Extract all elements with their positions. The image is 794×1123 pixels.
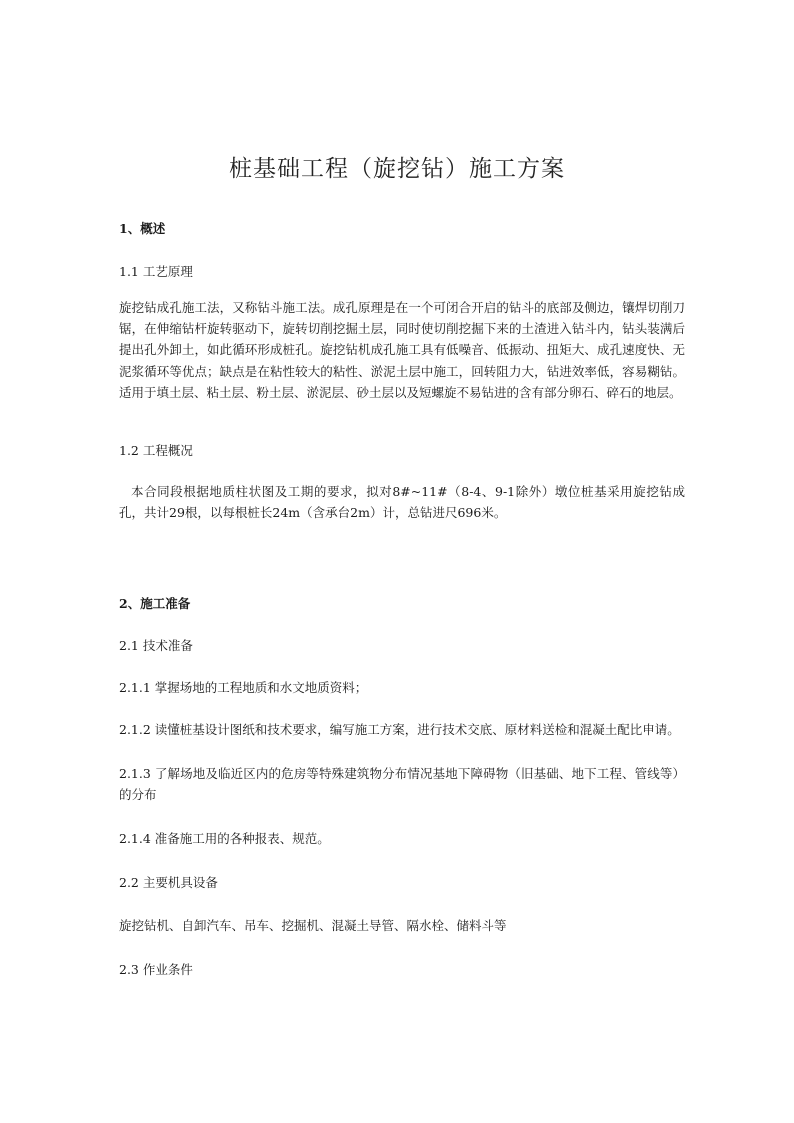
section-2-2-text: 旋挖钻机、自卸汽车、吊车、挖掘机、混凝土导管、隔水栓、储料斗等: [119, 918, 507, 933]
section-2-3-heading: 2.3 作业条件: [119, 962, 193, 977]
section-1-heading: 1、概述: [119, 221, 166, 236]
section-2-1-2-item: 2.1.2 读懂桩基设计图纸和技术要求，编写施工方案，进行技术交底、原材料送检和混凝土配比申请。: [119, 722, 680, 737]
section-2-1-1-item: 2.1.1 掌握场地的工程地质和水文地质资料；: [119, 680, 368, 695]
section-2-1-heading: 2.1 技术准备: [119, 638, 193, 653]
section-2-2-heading: 2.2 主要机具设备: [119, 875, 218, 890]
document-title: 桩基础工程（旋挖钻）施工方案: [229, 156, 565, 182]
section-1-2-heading: 1.2 工程概况: [119, 443, 193, 458]
section-1-2-paragraph: 本合同段根据地质柱状图及工期的要求，拟对8#~11#（8-4、9-1除外）墩位桩基采用旋挖钻成孔，共计29根，以每根桩长24m（含承台2m）计，总钻进尺696米。: [119, 484, 685, 521]
section-1-1-heading: 1.1 工艺原理: [119, 264, 193, 279]
section-2-heading: 2、施工准备: [119, 596, 191, 611]
section-1-1-paragraph: 旋挖钻成孔施工法，又称钻斗施工法。成孔原理是在一个可闭合开启的钻斗的底部及侧边，镶焊切削刀锯，在伸缩钻杆旋转驱动下，旋转切削挖掘土层，同时使切削挖掘下来的土渣进入钻斗内，钻头装满后提出孔外卸土，如此循环形成桩孔。旋挖钻机成孔施工具有低噪音、低振动、扭矩大、成孔速度快、无泥浆循环等优点；缺点是在粘性较大的粘性、淤泥土层中施工，回转阻力大，钻进效率低，容易糊钻。适用于填土层、粘土层、粉土层、淤泥层、砂土层以及短螺旋不易钻进的含有部分卵石、碎石的地层。: [119, 300, 685, 400]
section-2-1-3-item: 2.1.3 了解场地及临近区内的危房等特殊建筑物分布情况基地下障碍物（旧基础、地下工程、管线等）的分布: [119, 766, 685, 803]
section-2-1-4-item: 2.1.4 准备施工用的各种报表、规范。: [119, 831, 330, 846]
